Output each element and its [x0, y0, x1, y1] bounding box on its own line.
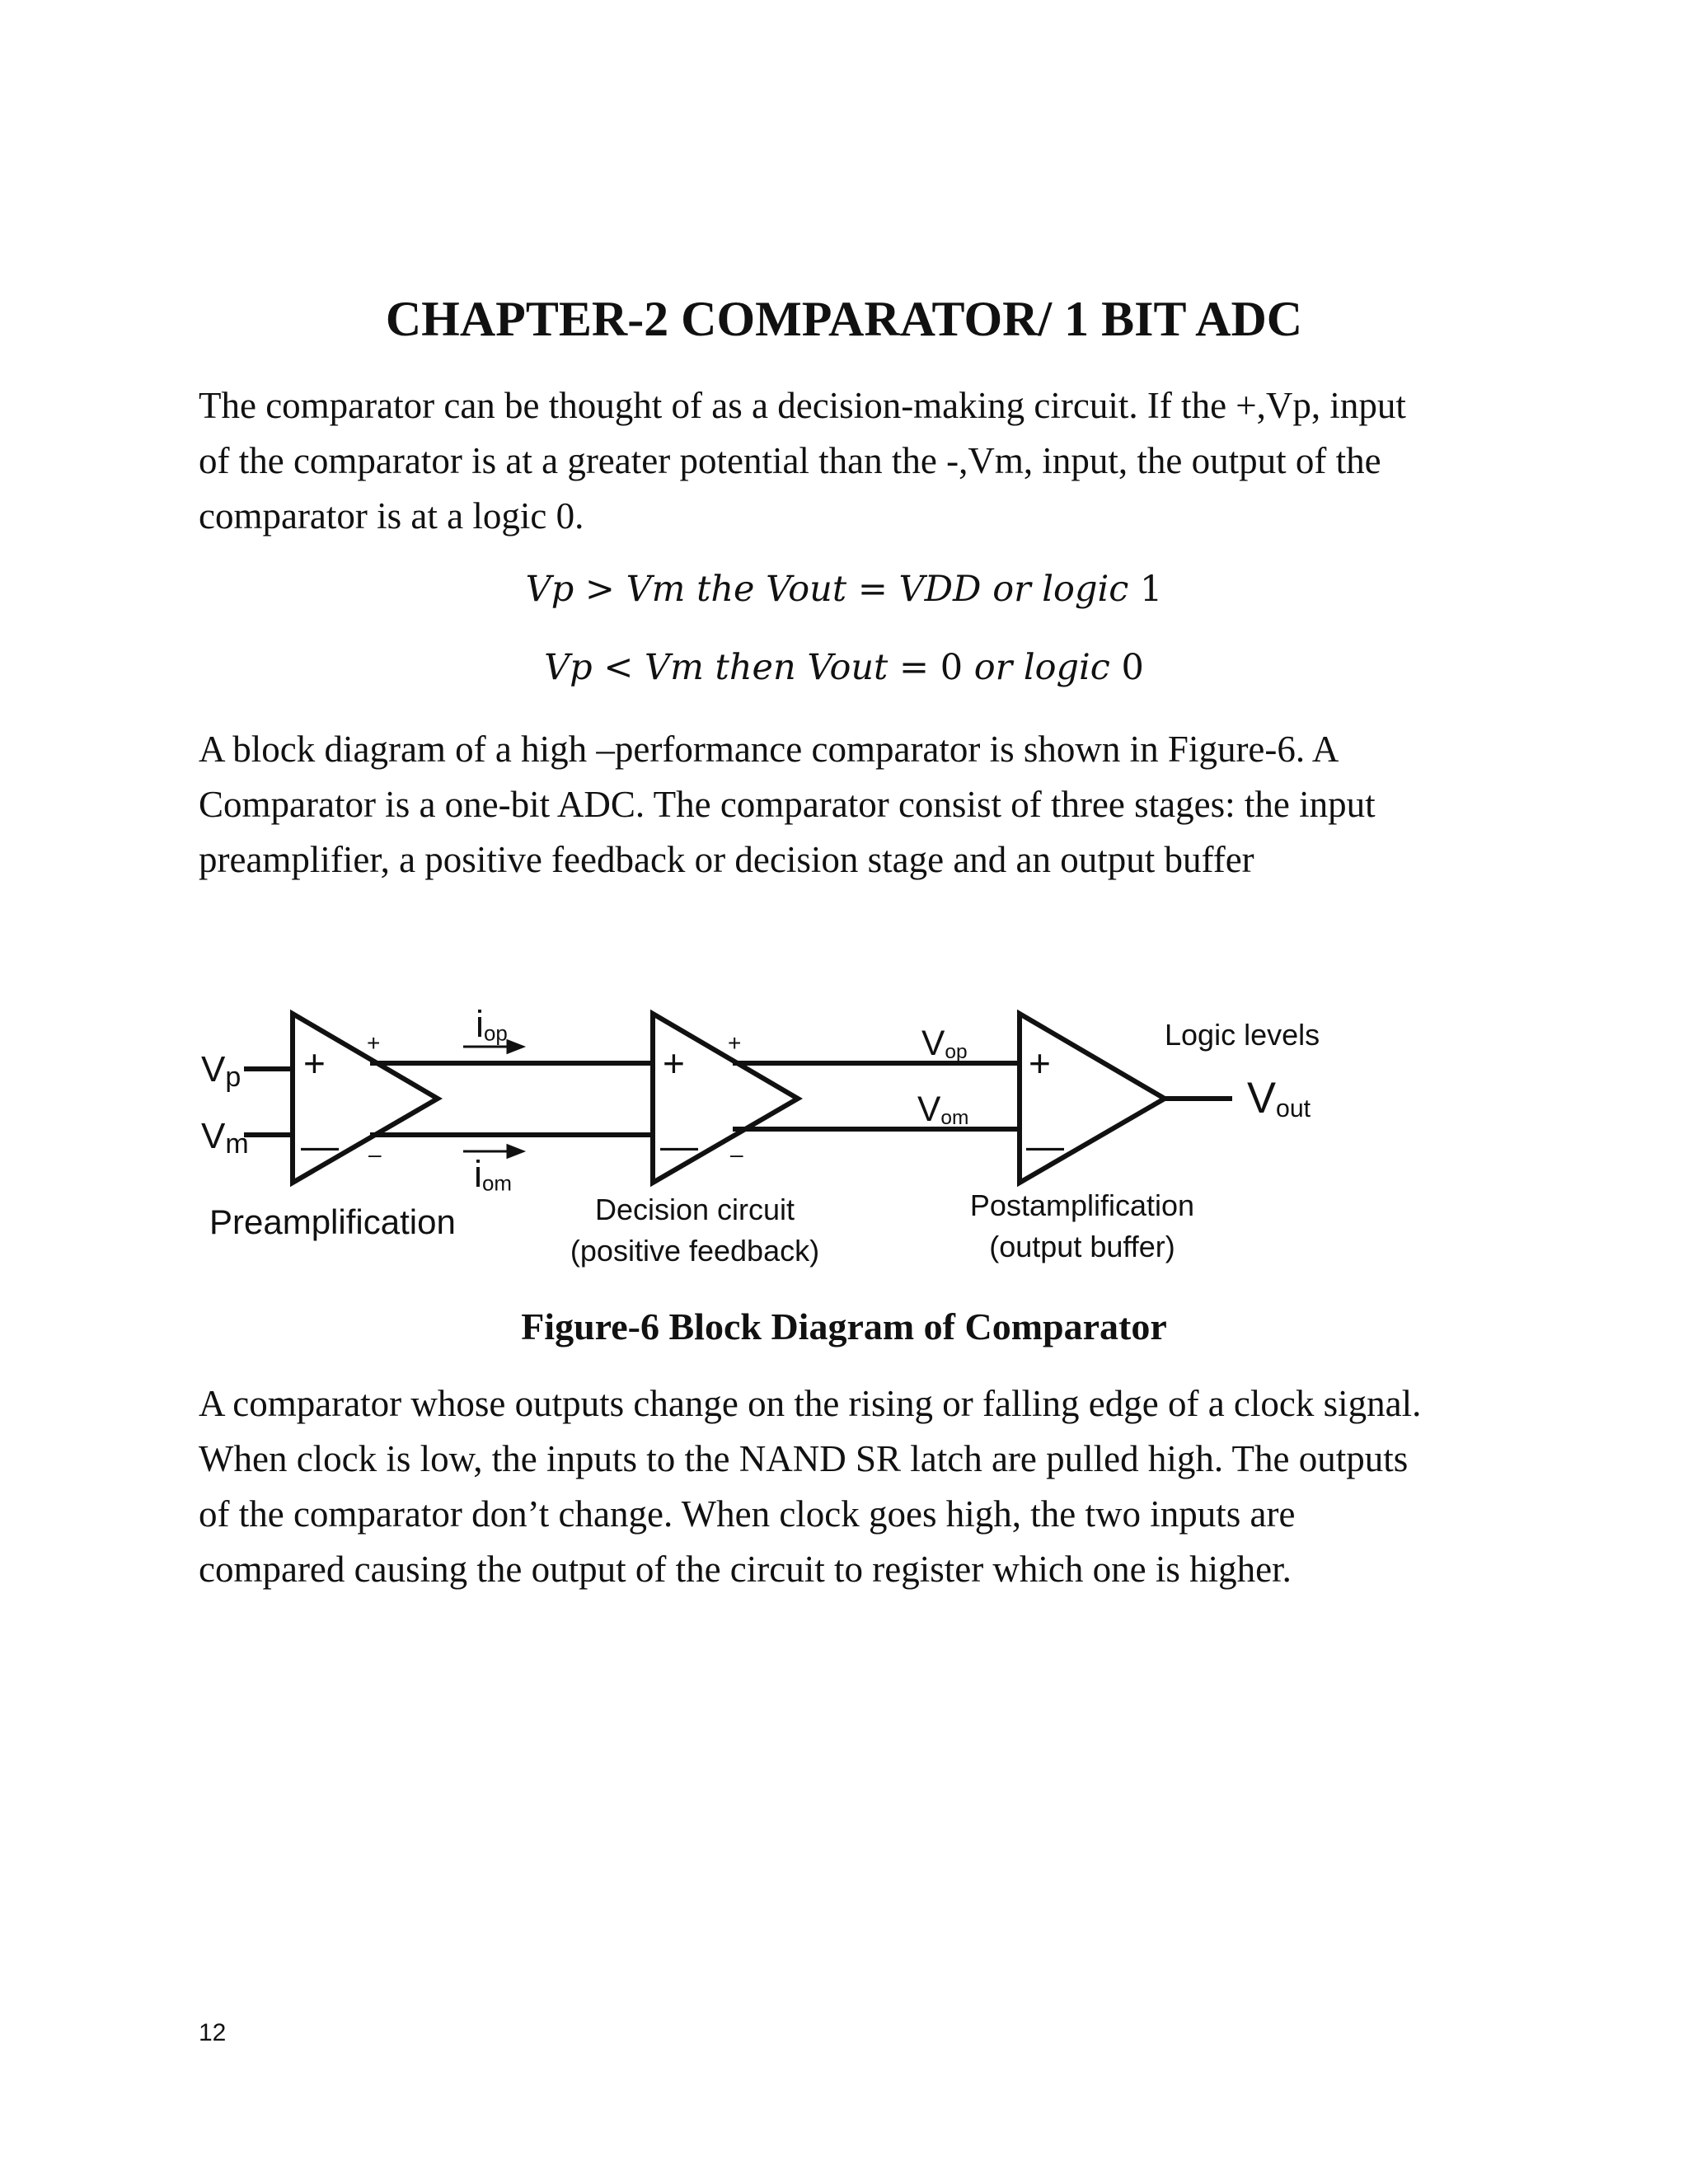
paragraph-line: compared causing the output of the circuit to register which one is higher.: [199, 1549, 1292, 1590]
clocked-comparator-paragraph: [199, 1376, 1501, 1597]
preamplification-label: Preamplification: [209, 1202, 456, 1241]
iom-arrowhead-icon: [508, 1146, 523, 1157]
equation-equals: =: [898, 647, 930, 688]
paragraph-line: A comparator whose outputs change on the rising or falling edge of a clock signal.: [199, 1383, 1422, 1424]
equation-value: 0: [1121, 647, 1144, 688]
equation-equals: =: [857, 569, 888, 610]
vout-label: Vout: [1247, 1074, 1311, 1123]
vop-label: Vop: [921, 1024, 968, 1064]
vom-label: Vom: [917, 1090, 969, 1130]
postamplification-sublabel: (output buffer): [989, 1230, 1175, 1263]
decision-sublabel: (positive feedback): [570, 1234, 820, 1268]
vm-label: Vm: [201, 1116, 249, 1160]
decision-minus-sign: —: [660, 1124, 698, 1167]
decision-plus-sign: +: [663, 1042, 685, 1085]
paragraph-line: When clock is low, the inputs to the NAND SR latch are pulled high. The outputs: [199, 1438, 1409, 1479]
equation-value: 1: [1139, 569, 1163, 610]
decision-label: Decision circuit: [594, 1193, 795, 1226]
equation-rhs: VDD or logic: [898, 569, 1129, 610]
logic-levels-label: Logic levels: [1165, 1018, 1320, 1052]
equation-lhs: Vp < Vm then Vout: [544, 647, 889, 688]
page-number: 12: [199, 2019, 227, 2046]
preamp-out-minus-sign: –: [368, 1141, 382, 1167]
paragraph-line: preamplifier, a positive feedback or decision stage and an output buffer: [199, 839, 1254, 880]
post-minus-sign: —: [1026, 1124, 1064, 1167]
iop-arrowhead-icon: [508, 1041, 523, 1052]
equation-value: 0: [940, 647, 964, 688]
preamp-minus-sign: —: [301, 1124, 339, 1167]
figure-caption: Figure-6 Block Diagram of Comparator: [521, 1305, 1167, 1347]
decision-out-minus-sign: –: [730, 1141, 743, 1167]
iop-label: iop: [476, 1003, 508, 1046]
preamp-out-plus-sign: +: [367, 1030, 381, 1056]
iom-label: iom: [474, 1153, 512, 1196]
page-title: CHAPTER-2 COMPARATOR/ 1 BIT ADC: [385, 292, 1303, 346]
post-plus-sign: +: [1029, 1042, 1051, 1085]
postamplification-label: Postamplification: [969, 1188, 1195, 1222]
vp-label: Vp: [201, 1049, 241, 1093]
paragraph-line: A block diagram of a high –performance comparator is shown in Figure-6. A: [199, 729, 1339, 770]
paragraph-line: The comparator can be thought of as a decision-making circuit. If the +,Vp, input: [199, 385, 1406, 426]
equation-rhs: or logic: [973, 647, 1110, 688]
preamp-plus-sign: +: [303, 1042, 326, 1085]
paragraph-line: of the comparator don’t change. When clock goes high, the two inputs are: [199, 1493, 1296, 1535]
paragraph-line: comparator is at a logic 0.: [199, 495, 584, 537]
equation-lhs: Vp > Vm the Vout: [525, 569, 847, 610]
paragraph-line: Comparator is a one-bit ADC. The comparator consist of three stages: the input: [199, 784, 1376, 825]
paragraph-line: of the comparator is at a greater potential than the -,Vm, input, the output of the: [199, 440, 1381, 481]
decision-out-plus-sign: +: [728, 1030, 742, 1056]
